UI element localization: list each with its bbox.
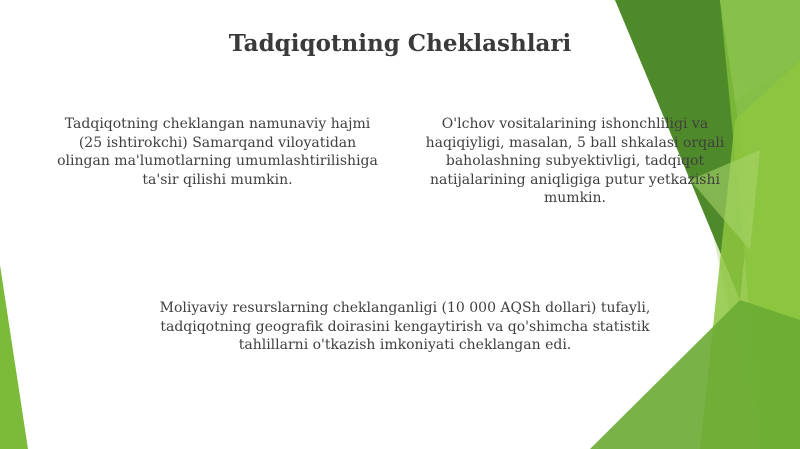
limitation-funding-text: Moliyaviy resurslarning cheklanganligi (10 000 AQSh dollari) tufayli, tadqiqotning geografik doirasini kengaytirish va qo'shimcha statistik tahlillarni o'tkazish imkoniyati cheklangan edi. bbox=[159, 300, 651, 353]
slide-title: Tadqiqotning Cheklashlari bbox=[228, 30, 572, 57]
limitation-sample-size-text: Tadqiqotning cheklangan namunaviy hajmi (25 ishtirokchi) Samarqand viloyatidan olingan ma'lumotlarning umumlashtirilishiga ta'sir qilishi mumkin. bbox=[57, 116, 378, 188]
limitation-measurement-text: O'lchov vositalarining ishonchliligi va haqiqiyligi, masalan, 5 ball shkalasi orqali baholashning subyektivligi, tadqiqot natijalarining aniqligiga putur yetkazishi mumkin. bbox=[425, 116, 725, 206]
facet-left-sliver bbox=[0, 265, 28, 449]
